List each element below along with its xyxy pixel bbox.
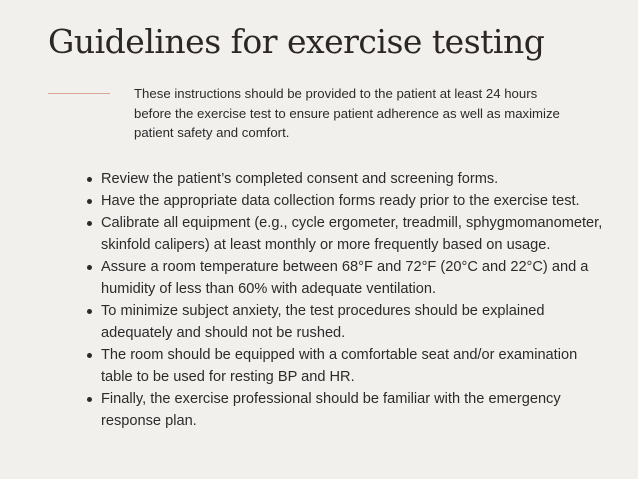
bullet-icon xyxy=(87,199,92,204)
list-item-text: Review the patient’s completed consent and screening forms. xyxy=(101,171,499,187)
bullet-icon xyxy=(87,309,92,314)
list-item-text: Calibrate all equipment (e.g., cycle ergometer, treadmill, sphygmomanometer, skinfold calipers) at least monthly or more frequently based on usage. xyxy=(101,215,603,253)
bullet-icon xyxy=(87,221,92,226)
list-item xyxy=(83,256,603,300)
intro-paragraph: These instructions should be provided to the patient at least 24 hours before the exercise test to ensure patient adherence as well as maximize patient safety and comfort. xyxy=(134,86,560,140)
list-item xyxy=(83,190,603,212)
list-item xyxy=(83,212,603,256)
list-item xyxy=(83,344,603,388)
list-item xyxy=(83,388,603,432)
bullet-icon xyxy=(87,265,92,270)
list-item-text: Assure a room temperature between 68°F and 72°F (20°C and 22°C) and a humidity of less than 60% with adequate ventilation. xyxy=(101,259,589,297)
list-item xyxy=(83,168,603,190)
list-item-text: Finally, the exercise professional should be familiar with the emergency response plan. xyxy=(101,391,561,429)
list-item-text: To minimize subject anxiety, the test procedures should be explained adequately and should not be rushed. xyxy=(101,303,545,341)
bullet-icon xyxy=(87,177,92,182)
guidelines-list xyxy=(83,168,603,432)
bullet-icon xyxy=(87,397,92,402)
list-item xyxy=(83,300,603,344)
page-title: Guidelines for exercise testing xyxy=(48,22,545,61)
bullet-icon xyxy=(87,353,92,358)
list-item-text: Have the appropriate data collection forms ready prior to the exercise test. xyxy=(101,193,580,209)
accent-divider xyxy=(48,93,110,94)
list-item-text: The room should be equipped with a comfortable seat and/or examination table to be used for resting BP and HR. xyxy=(101,347,578,385)
